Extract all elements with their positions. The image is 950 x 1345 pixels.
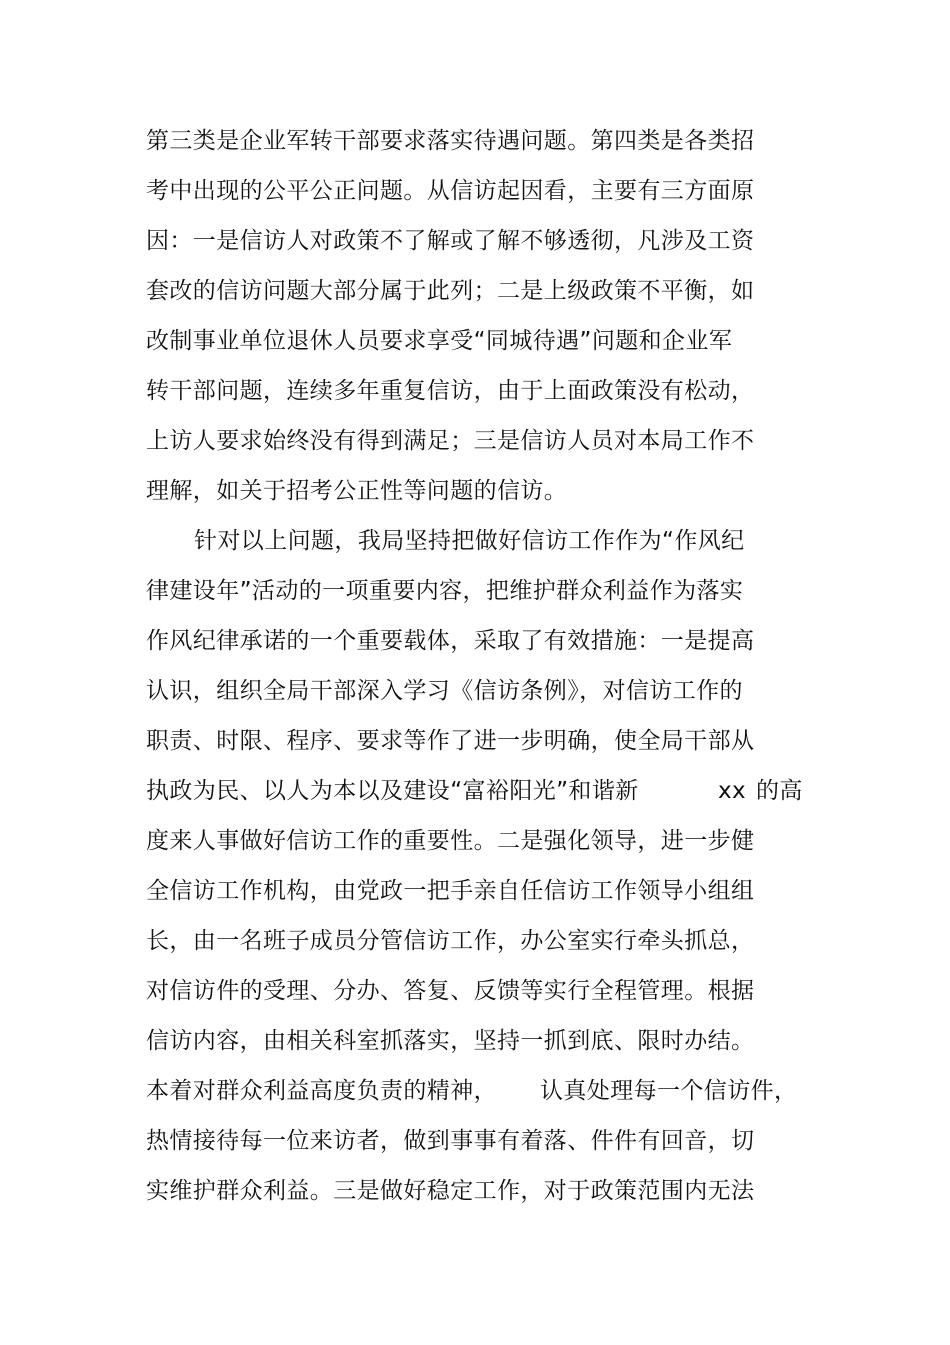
body-text-line: 职责、时限、程序、要求等作了进一步明确，使全局干部从 xyxy=(146,728,755,754)
body-text-line: 作风纪律承诺的一个重要载体，采取了有效措施：一是提高 xyxy=(146,628,755,654)
placeholder-xx: xx xyxy=(718,778,747,804)
body-text-line: 信访内容，由相关科室抓落实，坚持一抓到底、限时办结。 xyxy=(146,1028,755,1054)
body-text-line: 全信访工作机构，由党政一把手亲自任信访工作领导小组组 xyxy=(146,878,755,904)
body-text-line: 第三类是企业军转干部要求落实待遇问题。第四类是各类招 xyxy=(146,128,755,154)
body-text-line: 上访人要求始终没有得到满足；三是信访人员对本局工作不 xyxy=(146,428,755,454)
body-text-line: 改制事业单位退休人员要求享受“同城待遇”问题和企业军 xyxy=(146,328,733,354)
body-text-line: 本着对群众利益高度负责的精神， xyxy=(146,1078,497,1104)
body-text-fragment: 认真处理每一个信访件， xyxy=(540,1078,798,1104)
body-text-line: 理解，如关于招考公正性等问题的信访。 xyxy=(146,478,568,504)
body-text-line: 套改的信访问题大部分属于此列；二是上级政策不平衡，如 xyxy=(146,278,755,304)
body-text-line: 执政为民、以人为本以及建设“富裕阳光”和谐新 xyxy=(146,778,639,804)
body-text-line: 实维护群众利益。三是做好稳定工作，对于政策范围内无法 xyxy=(146,1178,755,1204)
body-text-line: 转干部问题，连续多年重复信访，由于上面政策没有松动， xyxy=(146,378,755,404)
body-text-line: 对信访件的受理、分办、答复、反馈等实行全程管理。根据 xyxy=(146,978,755,1004)
body-text-line: 热情接待每一位来访者，做到事事有着落、件件有回音，切 xyxy=(146,1128,755,1154)
body-text-line: 度来人事做好信访工作的重要性。二是强化领导，进一步健 xyxy=(146,828,755,854)
body-text-fragment: 的高 xyxy=(756,778,803,804)
body-text-line: 因：一是信访人对政策不了解或了解不够透彻，凡涉及工资 xyxy=(146,228,755,254)
body-text-line: 考中出现的公平公正问题。从信访起因看，主要有三方面原 xyxy=(146,178,755,204)
body-text-line: 律建设年”活动的一项重要内容，把维护群众利益作为落实 xyxy=(146,578,744,604)
body-text-line: 长，由一名班子成员分管信访工作，办公室实行牵头抓总， xyxy=(146,928,755,954)
paragraph-first-line: 针对以上问题，我局坚持把做好信访工作作为“作风纪 xyxy=(194,528,745,554)
body-text-line: 认识，组织全局干部深入学习《信访条例》，对信访工作的 xyxy=(146,678,743,704)
